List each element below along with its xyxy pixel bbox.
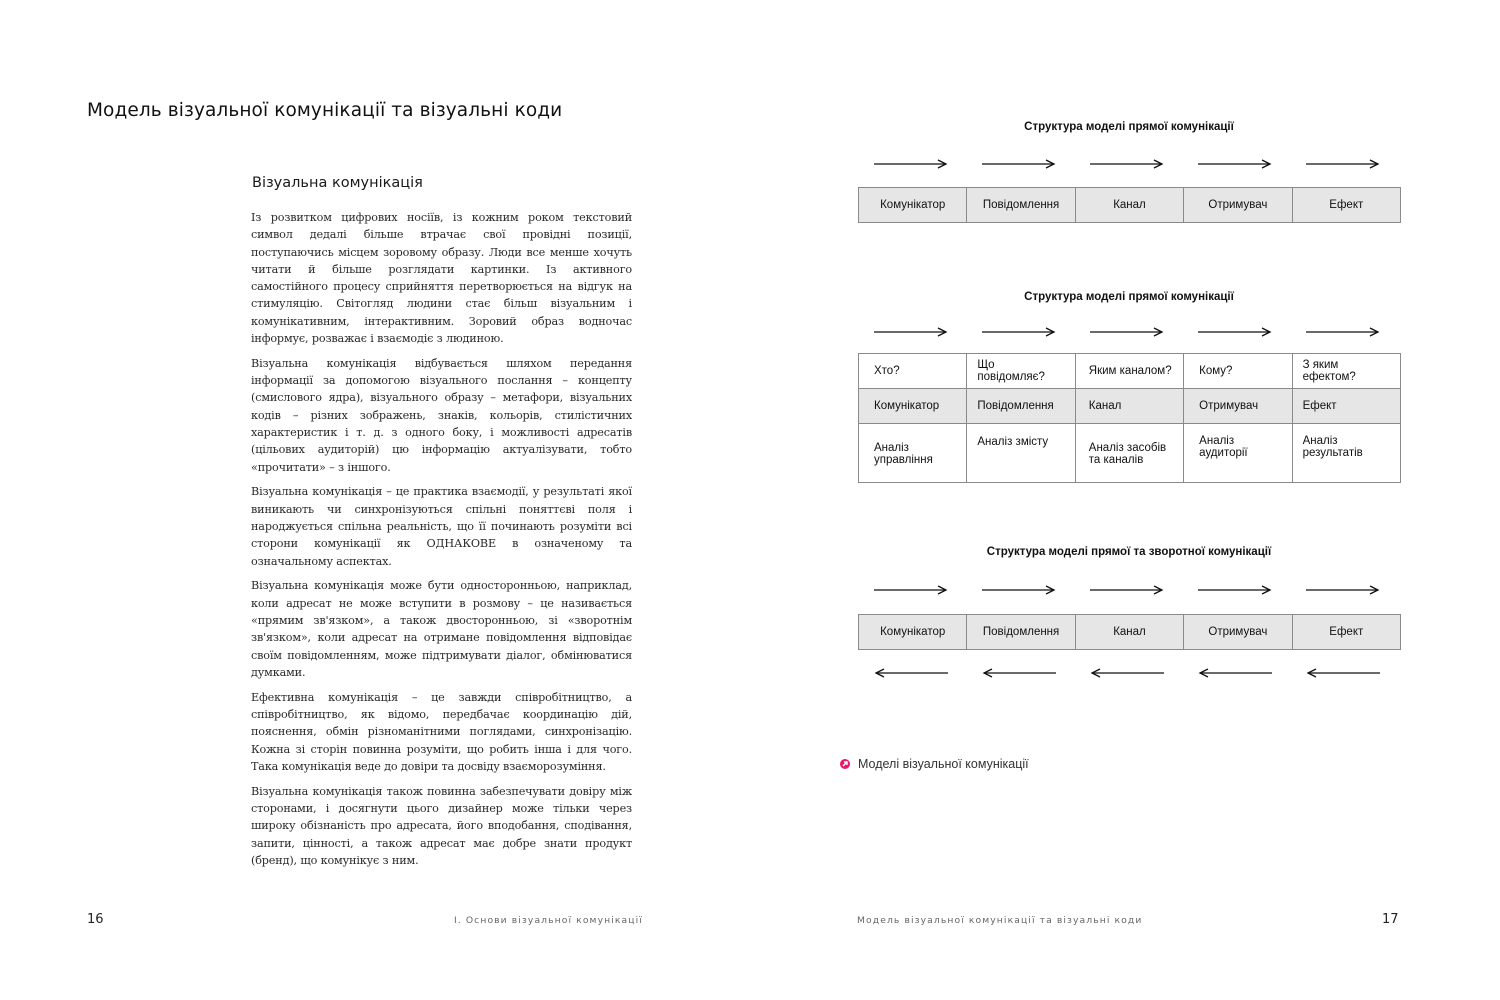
arrow-right-icon	[874, 158, 948, 170]
cell-role: Отримувач	[1184, 389, 1292, 424]
caption-text: Моделі візуальної комунікації	[858, 757, 1029, 771]
table-row	[859, 424, 1401, 483]
arrow-right-icon	[874, 326, 948, 338]
cell-role: Комунікатор	[859, 389, 967, 424]
cell-role: Ефект	[1292, 389, 1400, 424]
arrow-left-icon	[874, 667, 948, 679]
forward-arrows-1	[858, 158, 1400, 170]
arrow-right-icon	[874, 584, 948, 596]
cell-analysis	[1075, 424, 1183, 483]
arrow-right-icon	[1306, 158, 1380, 170]
cell-analysis-line: Аналіз змісту	[977, 436, 1049, 448]
table-row	[859, 389, 1401, 424]
paragraph: Візуальна комунікація відбувається шляхом передання інформації за допомогою візуального послання – концепту (смислового ядра), візуального образу – метафори, візуальних кодів – різних зображень, знаків, кольорів, стилістичних характеристик і т. д. з одного боку, і можливості адресатів (цільових аудиторій) цю інформацію актуалізувати, тобто «прочитати» – з іншого.	[251, 356, 632, 474]
paragraph: Візуальна комунікація – це практика взаємодії, у результаті якої виникають чи синхронізуються спільні поняттєві поля і народжується спільна реальність, що її починають розуміти всі сторони комунікації як ОДНАКОВЕ в означеному та означальному аспектах.	[251, 485, 632, 568]
cell-analysis	[1184, 424, 1292, 483]
cell-role: Канал	[1075, 389, 1183, 424]
running-footer-right: Модель візуальної комунікації та візуальні коди	[857, 915, 1143, 926]
cell-analysis-line: Аналіз	[874, 442, 909, 454]
arrow-right-icon	[1198, 158, 1272, 170]
page-number-right: 17	[1382, 912, 1399, 927]
paragraph: Ефективна комунікація – це завжди співробітництво, а співробітництво, як відомо, передбачає координацію дій, пояснення, обмін різноманітними поглядами, синхронізацію. Кожна зі сторін повинна розуміти, що робить інша і для чого. Така комунікація веде до довіри та досвіду взаєморозуміння.	[251, 690, 632, 773]
cell-analysis-line: Аналіз засобів	[1088, 442, 1167, 454]
cell-question: Що повідомляє?	[967, 354, 1075, 389]
cell-channel: Канал	[1075, 188, 1183, 223]
section-heading: Візуальна комунікація	[252, 175, 423, 191]
paragraph: Візуальна комунікація також повинна забезпечувати довіру між сторонами, і досягнути цього дизайнер може тільки через широку обізнаність про адресата, його вподобання, сподівання, запити, цінності, а також адресат має добре знати продукт (бренд), що комунікує з ним.	[251, 784, 632, 867]
cell-analysis	[859, 424, 967, 483]
diagram-3-title: Структура моделі прямої та зворотної комунікації	[986, 546, 1272, 558]
backward-arrows-3	[858, 667, 1400, 679]
diagram-1-title: Структура моделі прямої комунікації	[1024, 121, 1234, 133]
cell-question: З яким ефектом?	[1292, 354, 1400, 389]
cell-analysis	[967, 424, 1075, 483]
cell-role: Повідомлення	[967, 389, 1075, 424]
arrow-circle-icon	[840, 759, 850, 769]
forward-arrows-2	[858, 326, 1400, 338]
cell-question: Хто?	[859, 354, 967, 389]
arrow-right-icon	[982, 326, 1056, 338]
cell-receiver: Отримувач	[1184, 188, 1292, 223]
arrow-right-icon	[1198, 584, 1272, 596]
cell-effect: Ефект	[1292, 615, 1400, 650]
cell-analysis-line: результатів	[1302, 447, 1363, 459]
cell-message: Повідомлення	[967, 615, 1075, 650]
table-row	[859, 188, 1401, 223]
arrow-left-icon	[1306, 667, 1380, 679]
paragraph: Із розвитком цифрових носіїв, із кожним роком текстовий символ дедалі більше втрачає свої провідні позиції, поступаючись місцем зоровому образу. Люди все менше хочуть читати й більше розглядати картинки. Із активного самостійного процесу сприйняття перетворюється на відгук на стимуляцію. Світогляд людини стає більш візуальним і комунікативним, інтерактивним. Зоровий образ водночас інформує, розважає і взаємодіє з людиною.	[251, 211, 632, 346]
cell-communicator: Комунікатор	[859, 615, 967, 650]
arrow-right-icon	[1198, 326, 1272, 338]
running-footer-left: І. Основи візуальної комунікації	[454, 915, 643, 926]
arrow-right-icon	[1306, 584, 1380, 596]
cell-channel: Канал	[1075, 615, 1183, 650]
table-row	[859, 615, 1401, 650]
cell-receiver: Отримувач	[1184, 615, 1292, 650]
diagram-2-title: Структура моделі прямої комунікації	[1024, 291, 1234, 303]
page-number-left: 16	[87, 912, 104, 927]
arrow-right-icon	[982, 584, 1056, 596]
diagram-2-table	[858, 353, 1401, 483]
cell-message: Повідомлення	[967, 188, 1075, 223]
cell-analysis-line: та каналів	[1088, 454, 1144, 466]
arrow-right-icon	[1090, 584, 1164, 596]
cell-effect: Ефект	[1292, 188, 1400, 223]
diagram-1-table	[858, 187, 1401, 223]
arrow-right-icon	[1306, 326, 1380, 338]
diagram-3-table	[858, 614, 1401, 650]
arrow-left-icon	[1198, 667, 1272, 679]
cell-analysis-line: Аналіз	[1199, 435, 1235, 447]
cell-analysis-line: аудиторії	[1199, 447, 1248, 459]
cell-communicator: Комунікатор	[859, 188, 967, 223]
page-title: Модель візуальної комунікації та візуальні коди	[87, 100, 563, 121]
arrow-right-icon	[1090, 158, 1164, 170]
arrow-left-icon	[982, 667, 1056, 679]
arrow-left-icon	[1090, 667, 1164, 679]
cell-analysis-line: Аналіз	[1302, 435, 1338, 447]
body-text	[251, 209, 632, 877]
forward-arrows-3	[858, 584, 1400, 596]
cell-analysis	[1292, 424, 1400, 483]
cell-question: Яким каналом?	[1075, 354, 1183, 389]
arrow-right-icon	[1090, 326, 1164, 338]
cell-question: Кому?	[1184, 354, 1292, 389]
paragraph: Візуальна комунікація може бути односторонньою, наприклад, коли адресат не може вступити в розмову – це називається «прямим зв'язком», а також двосторонньою, зі «зворотнім зв'язком», коли адресат на отримане повідомлення відповідає своїм повідомленням, може підтримувати діалог, обмінюватися думками.	[251, 579, 632, 679]
cell-analysis-line: управління	[874, 454, 933, 466]
arrow-right-icon	[982, 158, 1056, 170]
figure-caption	[840, 757, 1029, 771]
table-row	[859, 354, 1401, 389]
